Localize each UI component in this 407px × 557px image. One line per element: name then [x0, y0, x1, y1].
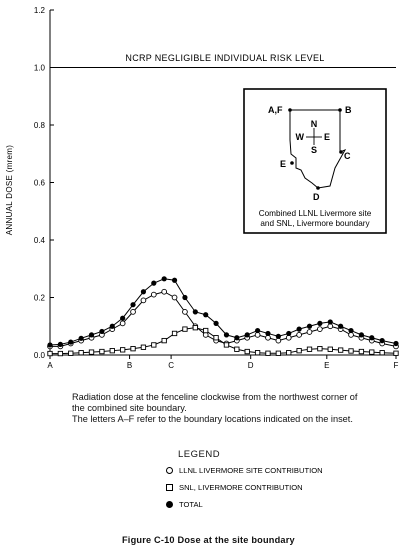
compass-n: N	[310, 119, 318, 129]
open-circle-icon	[166, 467, 173, 474]
data-point	[151, 292, 156, 297]
legend-label-llnl: LLNL LIVERMORE SITE CONTRIBUTION	[179, 466, 323, 475]
compass-w: W	[295, 132, 304, 142]
data-point	[79, 351, 83, 355]
data-point	[47, 342, 52, 347]
data-point	[183, 309, 188, 314]
data-point	[276, 334, 281, 339]
y-tick-label: 0.6	[33, 178, 45, 188]
data-point	[276, 351, 280, 355]
data-point	[287, 351, 291, 355]
inset-caption-line2: and SNL, Livermore boundary	[260, 219, 370, 228]
data-point	[394, 351, 398, 355]
x-tick-label: B	[126, 361, 133, 370]
llnl-series	[48, 289, 399, 348]
caption-line3: The letters A–F refer to the boundary locations indicated on the inset.	[72, 414, 353, 424]
figure-caption: Figure C-10 Dose at the site boundary	[122, 535, 295, 545]
data-point	[234, 335, 239, 340]
data-point	[255, 328, 260, 333]
data-point	[152, 343, 156, 347]
data-point	[120, 321, 125, 326]
data-point	[348, 328, 353, 333]
data-point	[131, 309, 136, 314]
inset-label-c: C	[344, 151, 351, 161]
data-point	[58, 351, 62, 355]
data-point	[380, 351, 384, 355]
data-point	[255, 332, 260, 337]
data-point	[286, 335, 291, 340]
x-tick-label: C	[168, 361, 174, 370]
data-point	[369, 335, 374, 340]
data-point	[131, 346, 135, 350]
x-tick-label: D	[247, 361, 254, 370]
data-point	[359, 332, 364, 337]
data-point	[265, 331, 270, 336]
point-e-marker	[290, 161, 294, 165]
legend-item-llnl	[166, 466, 323, 475]
legend-item-snl	[166, 483, 303, 492]
legend-title: LEGEND	[178, 449, 221, 460]
y-tick-label: 0.0	[33, 351, 45, 360]
data-point	[204, 328, 208, 332]
data-point	[297, 332, 302, 337]
data-point	[213, 321, 218, 326]
x-tick-label: E	[324, 361, 330, 370]
point-d-marker	[316, 186, 320, 190]
data-point	[58, 342, 63, 347]
y-tick-label: 0.2	[33, 293, 45, 303]
y-axis-label: ANNUAL DOSE (mrem)	[5, 144, 14, 236]
data-point	[370, 350, 374, 354]
inset-label-e: E	[280, 159, 287, 169]
data-point	[245, 332, 250, 337]
data-point	[141, 289, 146, 294]
data-point	[245, 349, 249, 353]
data-point	[120, 316, 125, 321]
data-point	[224, 343, 228, 347]
data-point	[89, 350, 93, 354]
y-tick-label: 1.0	[33, 63, 45, 73]
legend-item-total	[166, 500, 203, 509]
inset-label-b: B	[345, 105, 352, 115]
data-point	[79, 336, 84, 341]
filled-circle-icon	[166, 501, 173, 508]
point-af-marker	[288, 108, 292, 112]
data-point	[338, 348, 342, 352]
legend-label-snl: SNL, LIVERMORE CONTRIBUTION	[179, 483, 303, 492]
data-point	[99, 329, 104, 334]
caption-line1: Radiation dose at the fenceline clockwise from the northwest corner of	[72, 392, 358, 402]
data-point	[182, 295, 187, 300]
data-point	[172, 331, 176, 335]
inset-label-d: D	[313, 192, 320, 202]
data-point	[393, 341, 398, 346]
data-point	[130, 302, 135, 307]
x-tick-label: F	[393, 361, 399, 370]
data-point	[318, 346, 322, 350]
data-point	[172, 278, 177, 283]
data-point	[183, 327, 187, 331]
point-c-marker	[339, 150, 343, 154]
data-point	[89, 332, 94, 337]
data-point	[193, 309, 198, 314]
data-point	[172, 295, 177, 300]
y-axis-ticks	[34, 6, 54, 360]
data-point	[214, 336, 218, 340]
data-point	[359, 349, 363, 353]
series-line	[50, 292, 396, 347]
data-point	[224, 332, 229, 337]
data-point	[255, 351, 259, 355]
data-point	[266, 351, 270, 355]
data-point	[110, 324, 115, 329]
data-point	[235, 347, 239, 351]
data-point	[193, 325, 197, 329]
y-tick-label: 1.2	[33, 6, 45, 15]
data-point	[349, 332, 354, 337]
data-point	[69, 351, 73, 355]
compass-e: E	[324, 132, 331, 142]
data-point	[338, 324, 343, 329]
y-tick-label: 0.8	[33, 121, 45, 130]
data-point	[162, 338, 166, 342]
x-axis-ticks	[47, 355, 398, 370]
data-point	[162, 276, 167, 281]
data-point	[203, 312, 208, 317]
ncrp-reference-label: NCRP NEGLIGIBLE INDIVIDUAL RISK LEVEL	[125, 53, 325, 63]
open-square-icon	[166, 484, 173, 491]
compass-s: S	[310, 145, 318, 155]
data-point	[328, 347, 332, 351]
data-point	[349, 349, 353, 353]
data-point	[307, 324, 312, 329]
data-point	[286, 331, 291, 336]
data-point	[307, 330, 312, 335]
point-b-marker	[338, 108, 342, 112]
inset-caption-line1: Combined LLNL Livermore site	[258, 209, 372, 218]
data-point	[48, 351, 52, 355]
data-point	[151, 281, 156, 286]
data-point	[317, 327, 322, 332]
caption-line2: the combined site boundary.	[72, 403, 187, 413]
data-point	[141, 298, 146, 303]
data-point	[141, 345, 145, 349]
data-point	[266, 335, 271, 340]
data-point	[328, 324, 333, 329]
chart-series	[47, 276, 398, 356]
data-point	[328, 319, 333, 324]
data-point	[297, 348, 301, 352]
data-point	[162, 289, 167, 294]
data-point	[317, 321, 322, 326]
data-point	[297, 327, 302, 332]
data-point	[68, 339, 73, 344]
data-point	[380, 338, 385, 343]
data-point	[100, 349, 104, 353]
data-point	[276, 338, 281, 343]
inset-map	[244, 89, 386, 233]
legend-label-total: TOTAL	[179, 500, 203, 509]
inset-label-af: A,F	[268, 105, 283, 115]
data-point	[120, 348, 124, 352]
data-point	[110, 348, 114, 352]
x-tick-label: A	[47, 361, 53, 370]
data-point	[307, 347, 311, 351]
y-tick-label: 0.4	[33, 236, 45, 245]
